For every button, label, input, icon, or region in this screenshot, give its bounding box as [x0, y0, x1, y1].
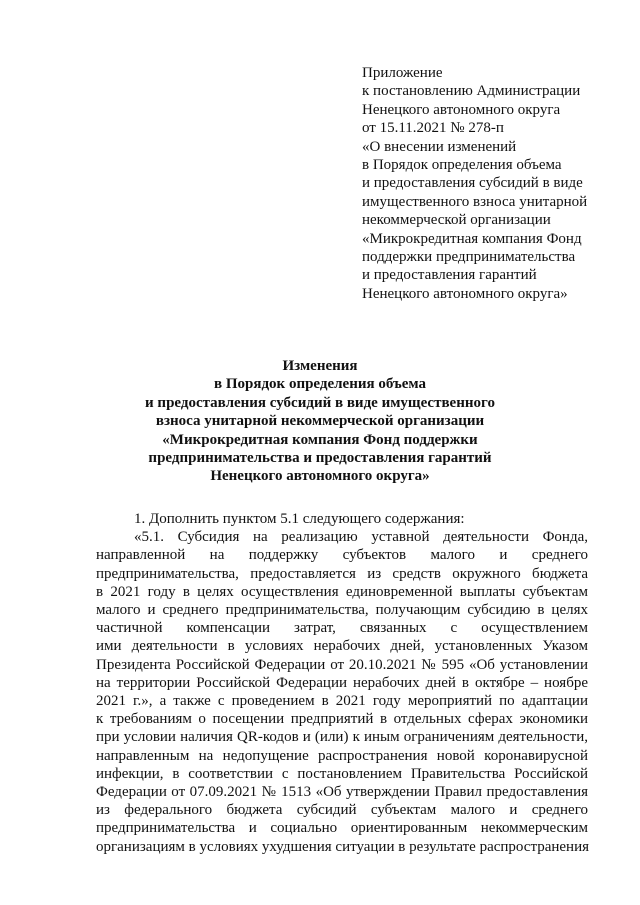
- appendix-line: в Порядок определения объема: [362, 157, 562, 174]
- appendix-line: поддержки предпринимательства: [362, 249, 576, 266]
- body-line: предпринимательства, предоставляется из средств окружного бюджета: [96, 565, 588, 582]
- body-line: при условии наличия QR-кодов и (или) к иным ограничениям деятельности,: [96, 729, 588, 746]
- appendix-line: некоммерческой организации: [362, 212, 551, 229]
- appendix-line: имущественного взноса унитарной: [362, 193, 588, 210]
- appendix-line: «Микрокредитная компания Фонд: [362, 230, 582, 247]
- title-line: предпринимательства и предоставления гарантий: [148, 450, 492, 467]
- body-line: предпринимательства и социально ориентированным некоммерческим: [96, 820, 588, 837]
- body-line: организациям в условиях ухудшения ситуации в результате распространения: [96, 838, 590, 855]
- body-line: малого и среднего предпринимательства, получающим субсидию в целях: [96, 602, 588, 619]
- body-line: Президента Российской Федерации от 20.10.2021 № 595 «Об установлении: [96, 656, 588, 673]
- appendix-line: «О внесении изменений: [362, 138, 517, 155]
- document-title: [100, 357, 540, 486]
- title-line: Ненецкого автономного округа»: [210, 468, 430, 485]
- appendix-line: Ненецкого автономного округа: [362, 101, 561, 118]
- body-line: на территории Российской Федерации нерабочих дней в октябре – ноябре: [96, 674, 588, 691]
- appendix-line: и предоставления субсидий в виде: [362, 175, 583, 192]
- appendix-line: и предоставления гарантий: [362, 267, 537, 284]
- body-line: инфекции, в соответствии с постановлением Правительства Российской: [96, 765, 588, 782]
- body-line: ими деятельности в условиях нерабочих дней, установленных Указом: [96, 638, 588, 655]
- body-line: 1. Дополнить пунктом 5.1 следующего содержания:: [134, 511, 465, 527]
- document-body: [96, 510, 588, 856]
- body-line: Федерации от 07.09.2021 № 1513 «Об утверждении Правил предоставления: [96, 784, 588, 801]
- body-line: к требованиям о посещении предприятий в отдельных сферах экономики: [96, 711, 588, 728]
- appendix-line: Приложение: [362, 65, 443, 81]
- title-line: и предоставления субсидий в виде имущественного: [145, 394, 495, 411]
- body-line: из федерального бюджета субсидий субъектам малого и среднего: [96, 802, 588, 819]
- body-line: направленным на недопущение распространения новой коронавирусной: [96, 747, 588, 764]
- title-line: Изменения: [282, 358, 358, 374]
- title-line: взноса унитарной некоммерческой организации: [155, 413, 485, 430]
- appendix-block: [362, 64, 622, 303]
- body-line: 2021 г.», а также с проведением в 2021 году мероприятий по адаптации: [96, 693, 588, 710]
- appendix-line: от 15.11.2021 № 278-п: [362, 120, 504, 137]
- title-line: в Порядок определения объема: [213, 376, 426, 393]
- body-line: направленной на поддержку субъектов малого и среднего: [96, 547, 588, 564]
- body-line: в 2021 году в целях осуществления единовременной выплаты субъектам: [96, 583, 588, 600]
- title-line: «Микрокредитная компания Фонд поддержки: [162, 431, 478, 448]
- appendix-line: к постановлению Администрации: [362, 83, 581, 100]
- body-line: «5.1. Субсидия на реализацию уставной деятельности Фонда,: [134, 529, 588, 546]
- appendix-line: Ненецкого автономного округа»: [362, 285, 568, 302]
- body-line: частичной компенсации затрат, связанных с осуществлением: [96, 620, 588, 637]
